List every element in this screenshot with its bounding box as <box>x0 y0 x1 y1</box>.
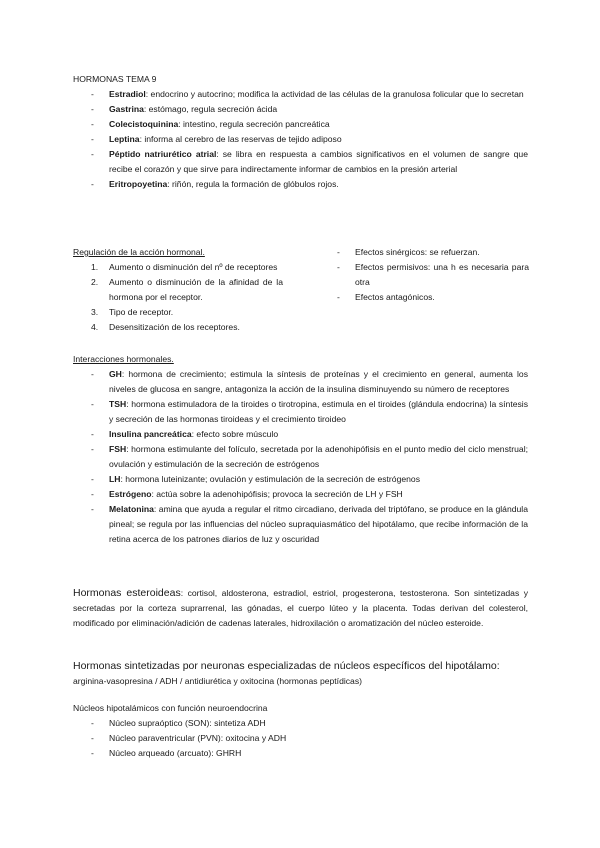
effects-list <box>337 245 529 305</box>
list-item: 2. Aumento o disminución de la afinidad de la hormona por el receptor. <box>91 277 283 302</box>
list-item: - Núcleo arqueado (arcuato): GHRH <box>91 746 528 761</box>
regulation-block <box>73 245 283 335</box>
neuro-text: arginina-vasopresina / ADH / antidiurética y oxitocina (hormonas peptídicas) <box>73 676 362 686</box>
steroid-paragraph: Hormonas esteroideas: cortisol, aldosterona, estradiol, estriol, progesterona, testosterona. Son sintetizadas y secretadas por la corteza suprarrenal, las gónadas, el cuerpo lúteo y la placenta. Todas derivan del colesterol, modificado por eliminación/adición de cadenas laterales, hidroxilación o aromatización del núcleo esteroide. <box>73 587 528 628</box>
list-item: - Péptido natriurético atrial: se libra en respuesta a cambios significativos en el volumen de sangre que recibe el corazón y que sirve para indirectamente informar de cambios en la presión arterial <box>91 147 528 177</box>
list-item: - Gastrina: estómago, regula secreción ácida <box>91 102 528 117</box>
list-item: 4. Desensitización de los receptores. <box>91 322 240 332</box>
list-item: - Estrógeno: actúa sobre la adenohipófisis; provoca la secreción de LH y FSH <box>91 487 528 502</box>
list-item: - Colecistoquinina: intestino, regula secreción pancreática <box>91 117 528 132</box>
list-item: - Estradiol: endocrino y autocrino; modifica la actividad de las células de la granulosa folicular que lo secretan <box>91 87 528 102</box>
intro-list <box>91 87 528 192</box>
list-item: - Núcleo supraóptico (SON): sintetiza ADH <box>91 716 528 731</box>
list-item: - GH: hormona de crecimiento; estimula la síntesis de proteínas y el crecimiento en general, aumenta los niveles de glucosa en sangre, antagoniza la acción de la insulina disminuyendo su número de receptores <box>91 367 528 397</box>
list-item: 1. Aumento o disminución del nº de receptores <box>91 262 278 272</box>
neuro-block <box>73 659 543 689</box>
list-item: - Eritropoyetina: riñón, regula la formación de glóbulos rojos. <box>91 177 528 192</box>
list-item: - Efectos permisivos: una h es necesaria para otra <box>337 260 529 290</box>
effects-block <box>337 245 529 305</box>
interactions-list <box>91 367 528 547</box>
list-item: - Leptina: informa al cerebro de las reservas de tejido adiposo <box>91 132 528 147</box>
list-item: - TSH: hormona estimuladora de la tiroides o tirotropina, estimula en el tiroides (glándula endocrina) la síntesis y secreción de las hormonas tiroideas y el crecimiento tiroideo <box>91 397 528 427</box>
list-item: - Melatonina: amina que ayuda a regular el ritmo circadiano, derivada del triptófano, se produce en la glándula pineal; se regula por las influencias del núcleo supraquiasmático del hipotálamo, que recibe información de la retina acerca de los patrones diarios de luz y oscuridad <box>91 502 528 547</box>
document-title: HORMONAS TEMA 9 <box>73 74 157 84</box>
list-item: - Núcleo paraventricular (PVN): oxitocina y ADH <box>91 731 528 746</box>
steroid-heading: Hormonas esteroideas <box>73 587 181 599</box>
neuro-heading: Hormonas sintetizadas por neuronas especializadas de núcleos específicos del hipotálamo: <box>73 660 500 672</box>
list-item: - LH: hormona luteinizante; ovulación y estimulación de la secreción de estrógenos <box>91 472 528 487</box>
list-item: - FSH: hormona estimulante del folículo, secretada por la adenohipófisis en el punto medio del ciclo menstrual; ovulación y estimulación de la secreción de estrógenos <box>91 442 528 472</box>
interactions-heading: Interacciones hormonales. <box>73 354 174 364</box>
nuclei-heading: Núcleos hipotalámicos con función neuroendocrina <box>73 703 268 713</box>
nuclei-list <box>91 716 528 761</box>
list-item: 3. Tipo de receptor. <box>91 307 174 317</box>
list-item: - Efectos sinérgicos: se refuerzan. <box>337 245 529 260</box>
interactions-block <box>73 352 528 547</box>
regulation-list <box>91 260 283 335</box>
intro-list-block <box>91 87 528 192</box>
list-item: - Insulina pancreática: efecto sobre músculo <box>91 427 528 442</box>
nuclei-block <box>73 701 528 761</box>
regulation-heading: Regulación de la acción hormonal. <box>73 247 205 257</box>
list-item: - Efectos antagónicos. <box>337 290 529 305</box>
